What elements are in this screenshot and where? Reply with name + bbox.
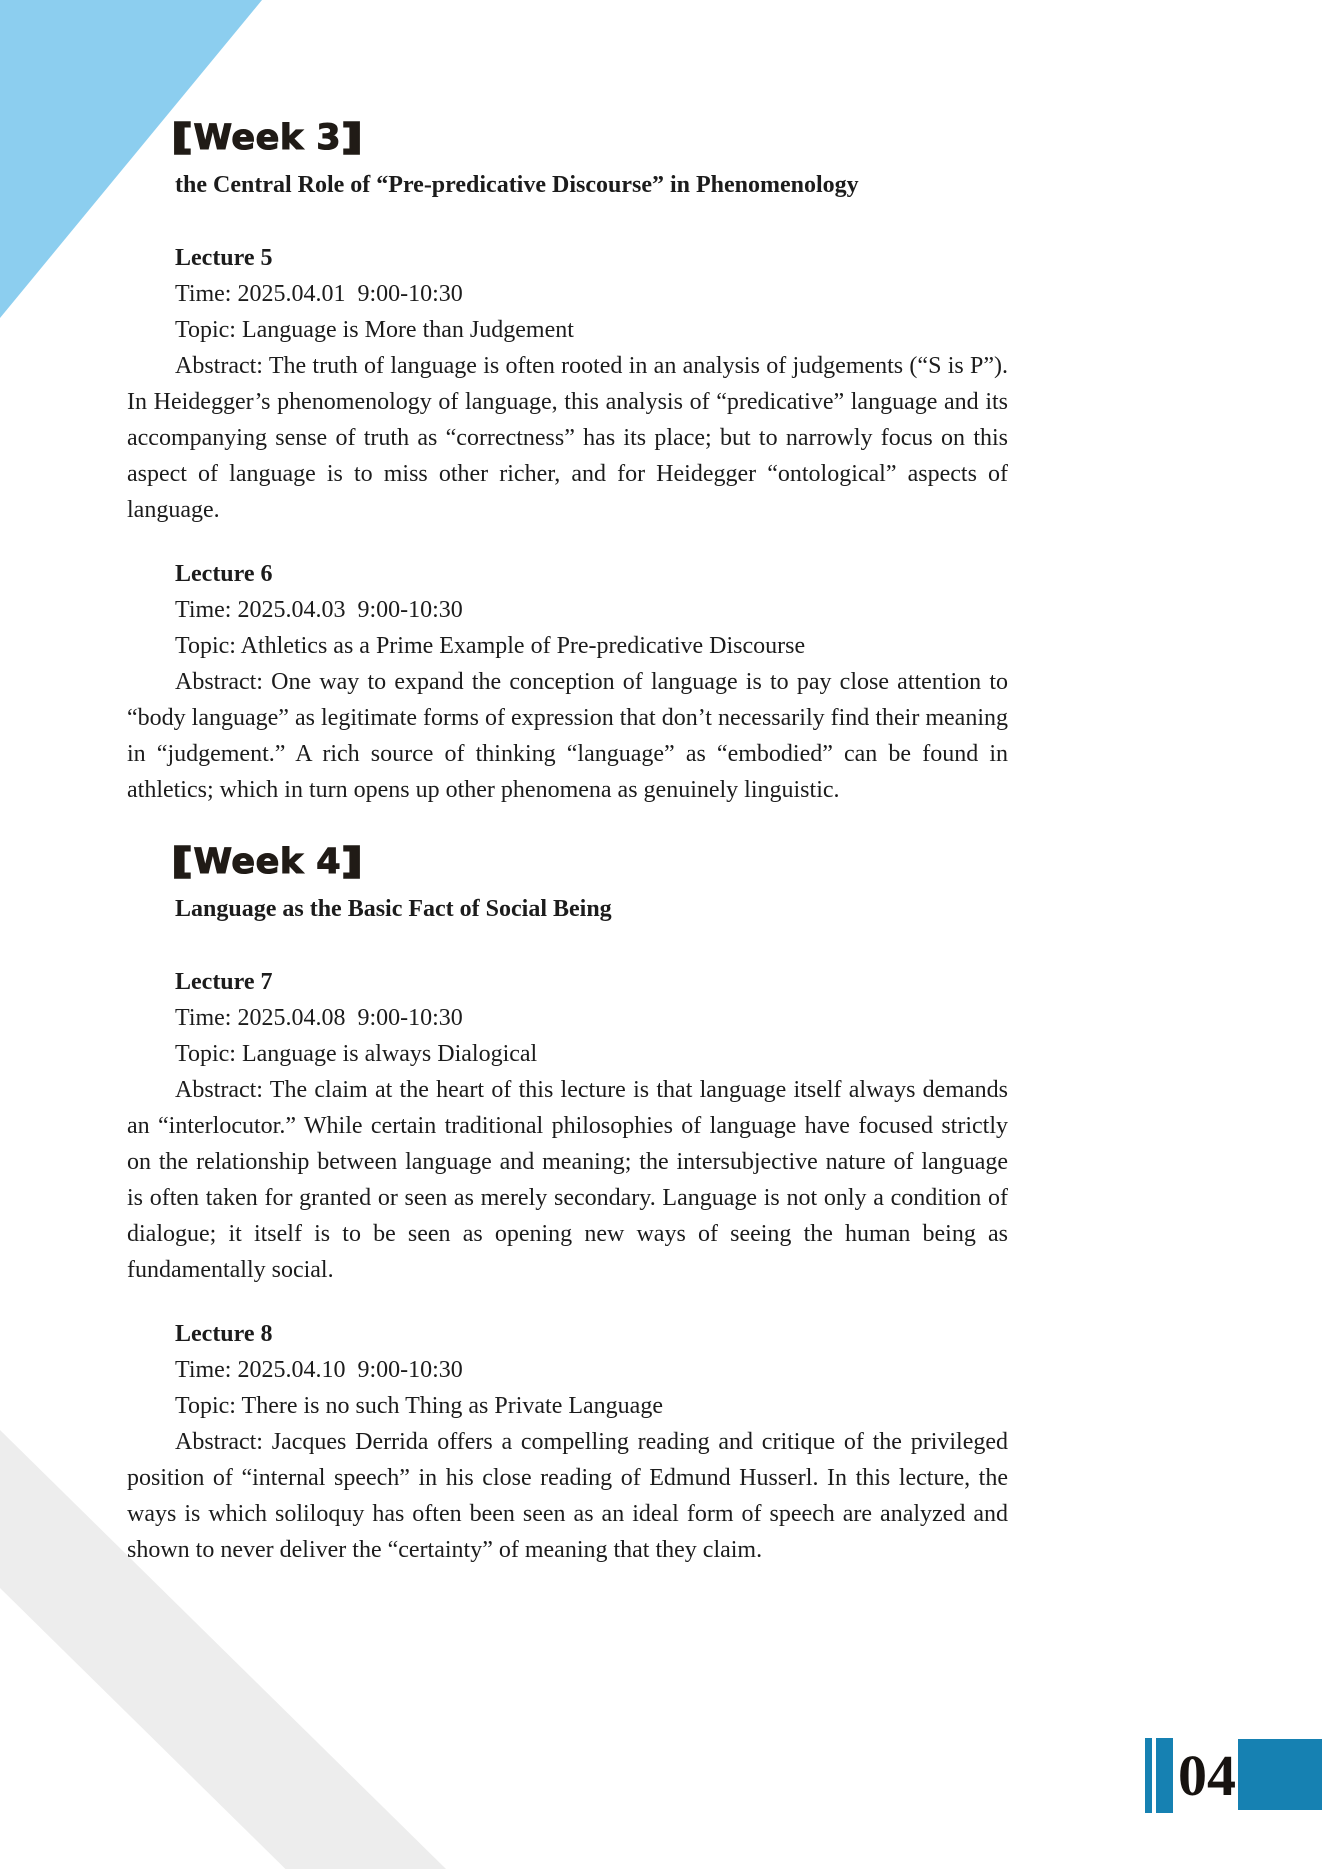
lecture-7-abstract: Abstract: The claim at the heart of this lecture is that language itself always demands an “interlocutor.” While certain traditional philosophies of language have focused strictly on the relationship between language and meaning; the intersubjective nature of language is often taken for granted or seen as merely secondary. Language is not only a condition of dialogue; it itself is to be seen as opening new ways of seeing the human being as fundamentally social.	[127, 1077, 1008, 1283]
lecture-8-time: Time: 2025.04.10 9:00-10:30	[175, 1357, 463, 1383]
lecture-6-abstract: Abstract: One way to expand the conception of language is to pay close attention to “body language” as legitimate forms of expression that don’t necessarily find their meaning in “judgement.” A rich source of thinking “language” as “embodied” can be found in athletics; which in turn opens up other phenomena as genuinely linguistic.	[127, 669, 1008, 803]
lecture-5-title: Lecture 5	[175, 245, 273, 271]
lecture-6-block	[127, 556, 1008, 808]
lecture-7-block	[127, 964, 1008, 1288]
week-4-section	[127, 842, 1008, 1568]
lecture-5-time: Time: 2025.04.01 9:00-10:30	[175, 281, 463, 307]
page-number: 04	[1178, 1743, 1236, 1808]
open-lenticular-bracket: [	[171, 118, 193, 158]
lecture-5-topic: Topic: Language is More than Judgement	[175, 317, 574, 343]
page-content	[127, 118, 1008, 1568]
week-4-heading	[171, 842, 1008, 882]
page-number-right-rect	[1238, 1739, 1322, 1810]
close-lenticular-bracket: ]	[341, 842, 363, 882]
lecture-7-time: Time: 2025.04.08 9:00-10:30	[175, 1005, 463, 1031]
week-3-subtitle: the Central Role of “Pre-predicative Discourse” in Phenomenology	[175, 172, 859, 198]
week-4-subtitle: Language as the Basic Fact of Social Being	[175, 896, 612, 922]
week-4-heading-text: Week 4	[193, 842, 342, 882]
week-3-section	[127, 118, 1008, 808]
page-number-thick-bar	[1156, 1738, 1173, 1813]
lecture-8-title: Lecture 8	[175, 1321, 273, 1347]
lecture-6-time: Time: 2025.04.03 9:00-10:30	[175, 597, 463, 623]
close-lenticular-bracket: ]	[341, 118, 363, 158]
lecture-7-topic: Topic: Language is always Dialogical	[175, 1041, 538, 1067]
open-lenticular-bracket: [	[171, 842, 193, 882]
lecture-8-block	[127, 1316, 1008, 1568]
lecture-5-block	[127, 240, 1008, 528]
week-3-heading-text: Week 3	[193, 118, 342, 158]
page-number-thin-bar	[1145, 1738, 1152, 1813]
lecture-8-abstract: Abstract: Jacques Derrida offers a compelling reading and critique of the privileged position of “internal speech” in his close reading of Edmund Husserl. In this lecture, the ways is which soliloquy has often been seen as an ideal form of speech are analyzed and shown to never deliver the “certainty” of meaning that they claim.	[127, 1429, 1008, 1563]
lecture-7-title: Lecture 7	[175, 969, 273, 995]
lecture-6-title: Lecture 6	[175, 561, 273, 587]
lecture-5-abstract: Abstract: The truth of language is often rooted in an analysis of judgements (“S is P”). In Heidegger’s phenomenology of language, this analysis of “predicative” language and its accompanying sense of truth as “correctness” has its place; but to narrowly focus on this aspect of language is to miss other richer, and for Heidegger “ontological” aspects of language.	[127, 353, 1008, 523]
lecture-8-topic: Topic: There is no such Thing as Private Language	[175, 1393, 663, 1419]
week-3-heading	[171, 118, 1008, 158]
lecture-6-topic: Topic: Athletics as a Prime Example of Pre-predicative Discourse	[175, 633, 806, 659]
